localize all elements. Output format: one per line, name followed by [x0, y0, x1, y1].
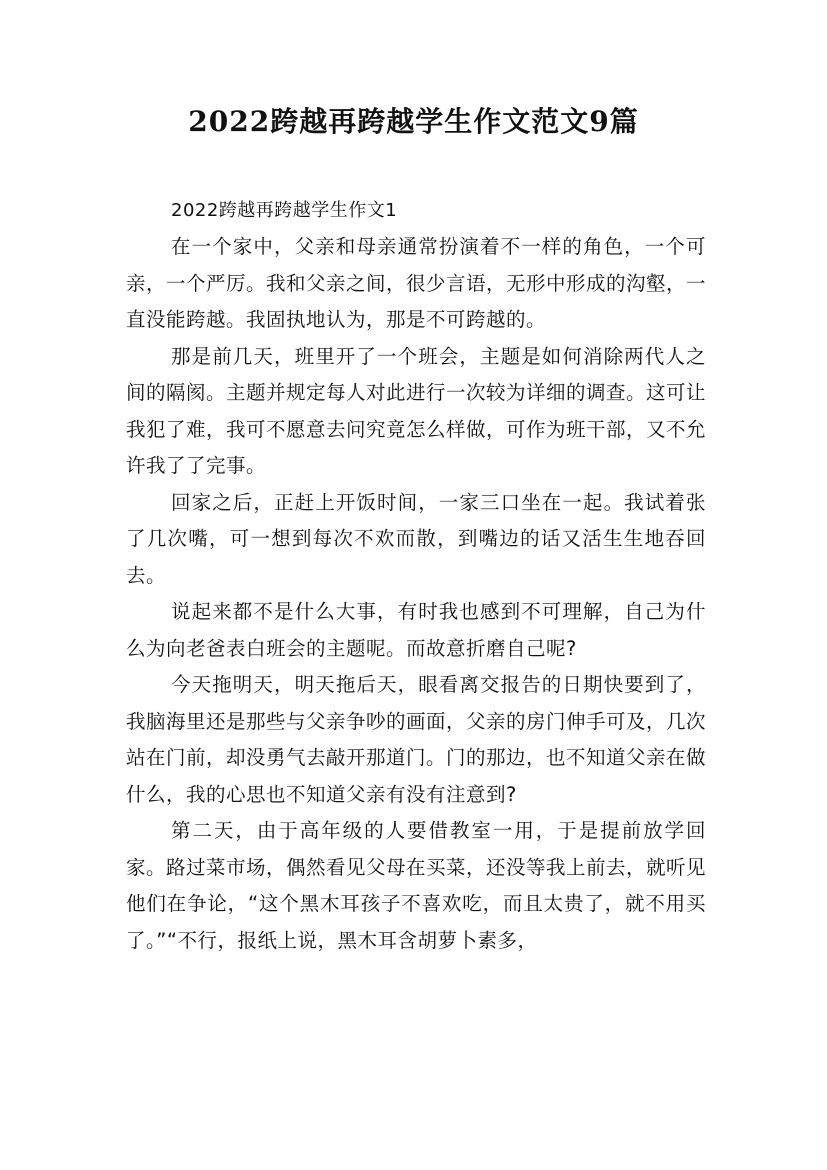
paragraph-6: 第二天，由于高年级的人要借教室一用，于是提前放学回家。路过菜市场，偶然看见父母在买菜，还没等我上前去，就听见他们在争论，“这个黑木耳孩子不喜欢吃，而且太贵了，就不用买了。”“不行，报纸上说，黑木耳含胡萝卜素多，	[126, 819, 707, 952]
paragraph-4: 说起来都不是什么大事，有时我也感到不可理解，自己为什么为向老爸表白班会的主题呢。而故意折磨自己呢?	[126, 600, 706, 660]
essay-subtitle: 2022跨越再跨越学生作文1	[171, 200, 398, 221]
paragraph-3: 回家之后，正赶上开饭时间，一家三口坐在一起。我试着张了几次嘴，可一想到每次不欢而散，到嘴边的话又活生生地吞回去。	[126, 490, 706, 587]
paragraph-1: 在一个家中，父亲和母亲通常扮演着不一样的角色，一个可亲，一个严厉。我和父亲之间，很少言语，无形中形成的沟壑，一直没能跨越。我固执地认为，那是不可跨越的。	[126, 235, 707, 331]
paragraph-5: 今天拖明天，明天拖后天，眼看离交报告的日期快要到了，我脑海里还是那些与父亲争吵的画面，父亲的房门伸手可及，几次站在门前，却没勇气去敲开那道门。门的那边，也不知道父亲在做什么，我的心思也不知道父亲有没有注意到?	[126, 673, 707, 806]
paragraph-2: 那是前几天，班里开了一个班会，主题是如何消除两代人之间的隔阂。主题并规定每人对此进行一次较为详细的调查。这可让我犯了难，我可不愿意去问究竟怎么样做，可作为班干部，又不允许我了了完事。	[126, 344, 707, 477]
document-title: 2022跨越再跨越学生作文范文9篇	[188, 105, 639, 138]
document-body	[126, 193, 706, 959]
